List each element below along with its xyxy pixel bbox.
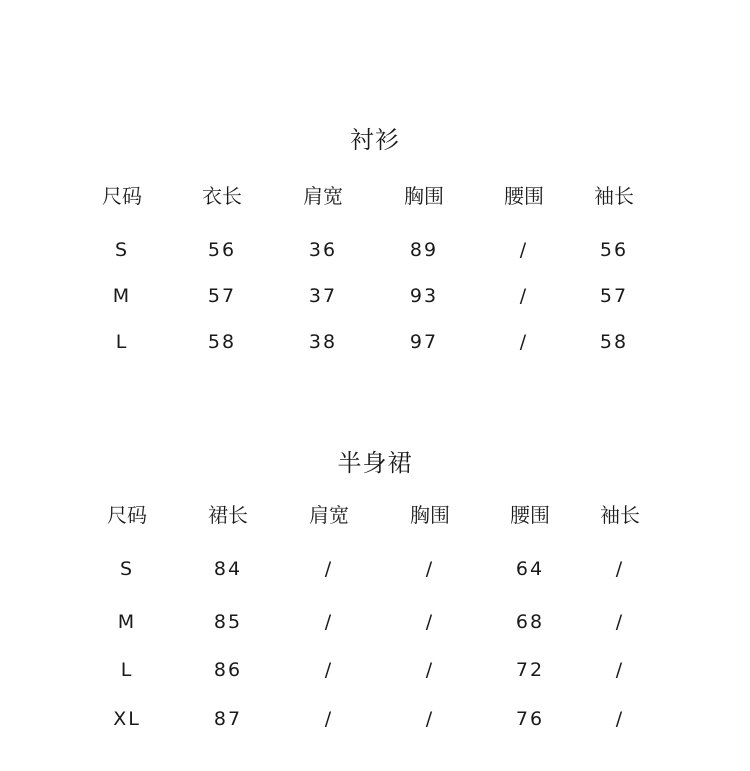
measurement-cell: 76 <box>515 708 545 730</box>
measurement-cell: / <box>519 285 529 307</box>
column-header: 尺码 <box>107 503 147 527</box>
size-label-cell: L <box>120 659 134 681</box>
measurement-cell: 87 <box>213 708 243 730</box>
measurement-cell: / <box>425 708 435 730</box>
measurement-cell: 84 <box>213 558 243 580</box>
measurement-cell: / <box>324 558 334 580</box>
size-label-cell: M <box>117 611 137 633</box>
size-label-cell: S <box>114 239 130 261</box>
column-header: 裙长 <box>208 503 248 527</box>
size-label-cell: L <box>115 331 129 353</box>
measurement-cell: / <box>615 659 625 681</box>
measurement-cell: 64 <box>515 558 545 580</box>
column-header: 肩宽 <box>303 184 343 208</box>
column-header: 袖长 <box>594 184 634 208</box>
measurement-cell: 36 <box>308 239 338 261</box>
measurement-cell: 56 <box>207 239 237 261</box>
measurement-cell: 37 <box>308 285 338 307</box>
measurement-cell: 93 <box>409 285 439 307</box>
measurement-cell: 89 <box>409 239 439 261</box>
measurement-cell: 72 <box>515 659 545 681</box>
size-label-cell: XL <box>113 708 141 730</box>
column-header: 腰围 <box>504 184 544 208</box>
measurement-cell: / <box>519 239 529 261</box>
measurement-cell: / <box>324 708 334 730</box>
measurement-cell: / <box>425 659 435 681</box>
column-header: 肩宽 <box>309 503 349 527</box>
measurement-cell: 58 <box>207 331 237 353</box>
column-header: 衣长 <box>202 184 242 208</box>
column-header: 尺码 <box>102 184 142 208</box>
measurement-cell: 86 <box>213 659 243 681</box>
measurement-cell: / <box>425 611 435 633</box>
column-header: 胸围 <box>410 503 450 527</box>
measurement-cell: / <box>615 611 625 633</box>
measurement-cell: 58 <box>599 331 629 353</box>
measurement-cell: 57 <box>599 285 629 307</box>
measurement-cell: / <box>615 558 625 580</box>
measurement-cell: 68 <box>515 611 545 633</box>
skirt-table-title: 半身裙 <box>337 449 413 477</box>
measurement-cell: / <box>519 331 529 353</box>
measurement-cell: 38 <box>308 331 338 353</box>
size-label-cell: M <box>112 285 132 307</box>
shirt-table-title: 衬衫 <box>350 126 400 154</box>
measurement-cell: / <box>324 659 334 681</box>
measurement-cell: 85 <box>213 611 243 633</box>
measurement-cell: / <box>425 558 435 580</box>
measurement-cell: / <box>324 611 334 633</box>
size-label-cell: S <box>119 558 135 580</box>
measurement-cell: 56 <box>599 239 629 261</box>
measurement-cell: / <box>615 708 625 730</box>
column-header: 腰围 <box>510 503 550 527</box>
column-header: 胸围 <box>404 184 444 208</box>
column-header: 袖长 <box>600 503 640 527</box>
measurement-cell: 97 <box>409 331 439 353</box>
measurement-cell: 57 <box>207 285 237 307</box>
